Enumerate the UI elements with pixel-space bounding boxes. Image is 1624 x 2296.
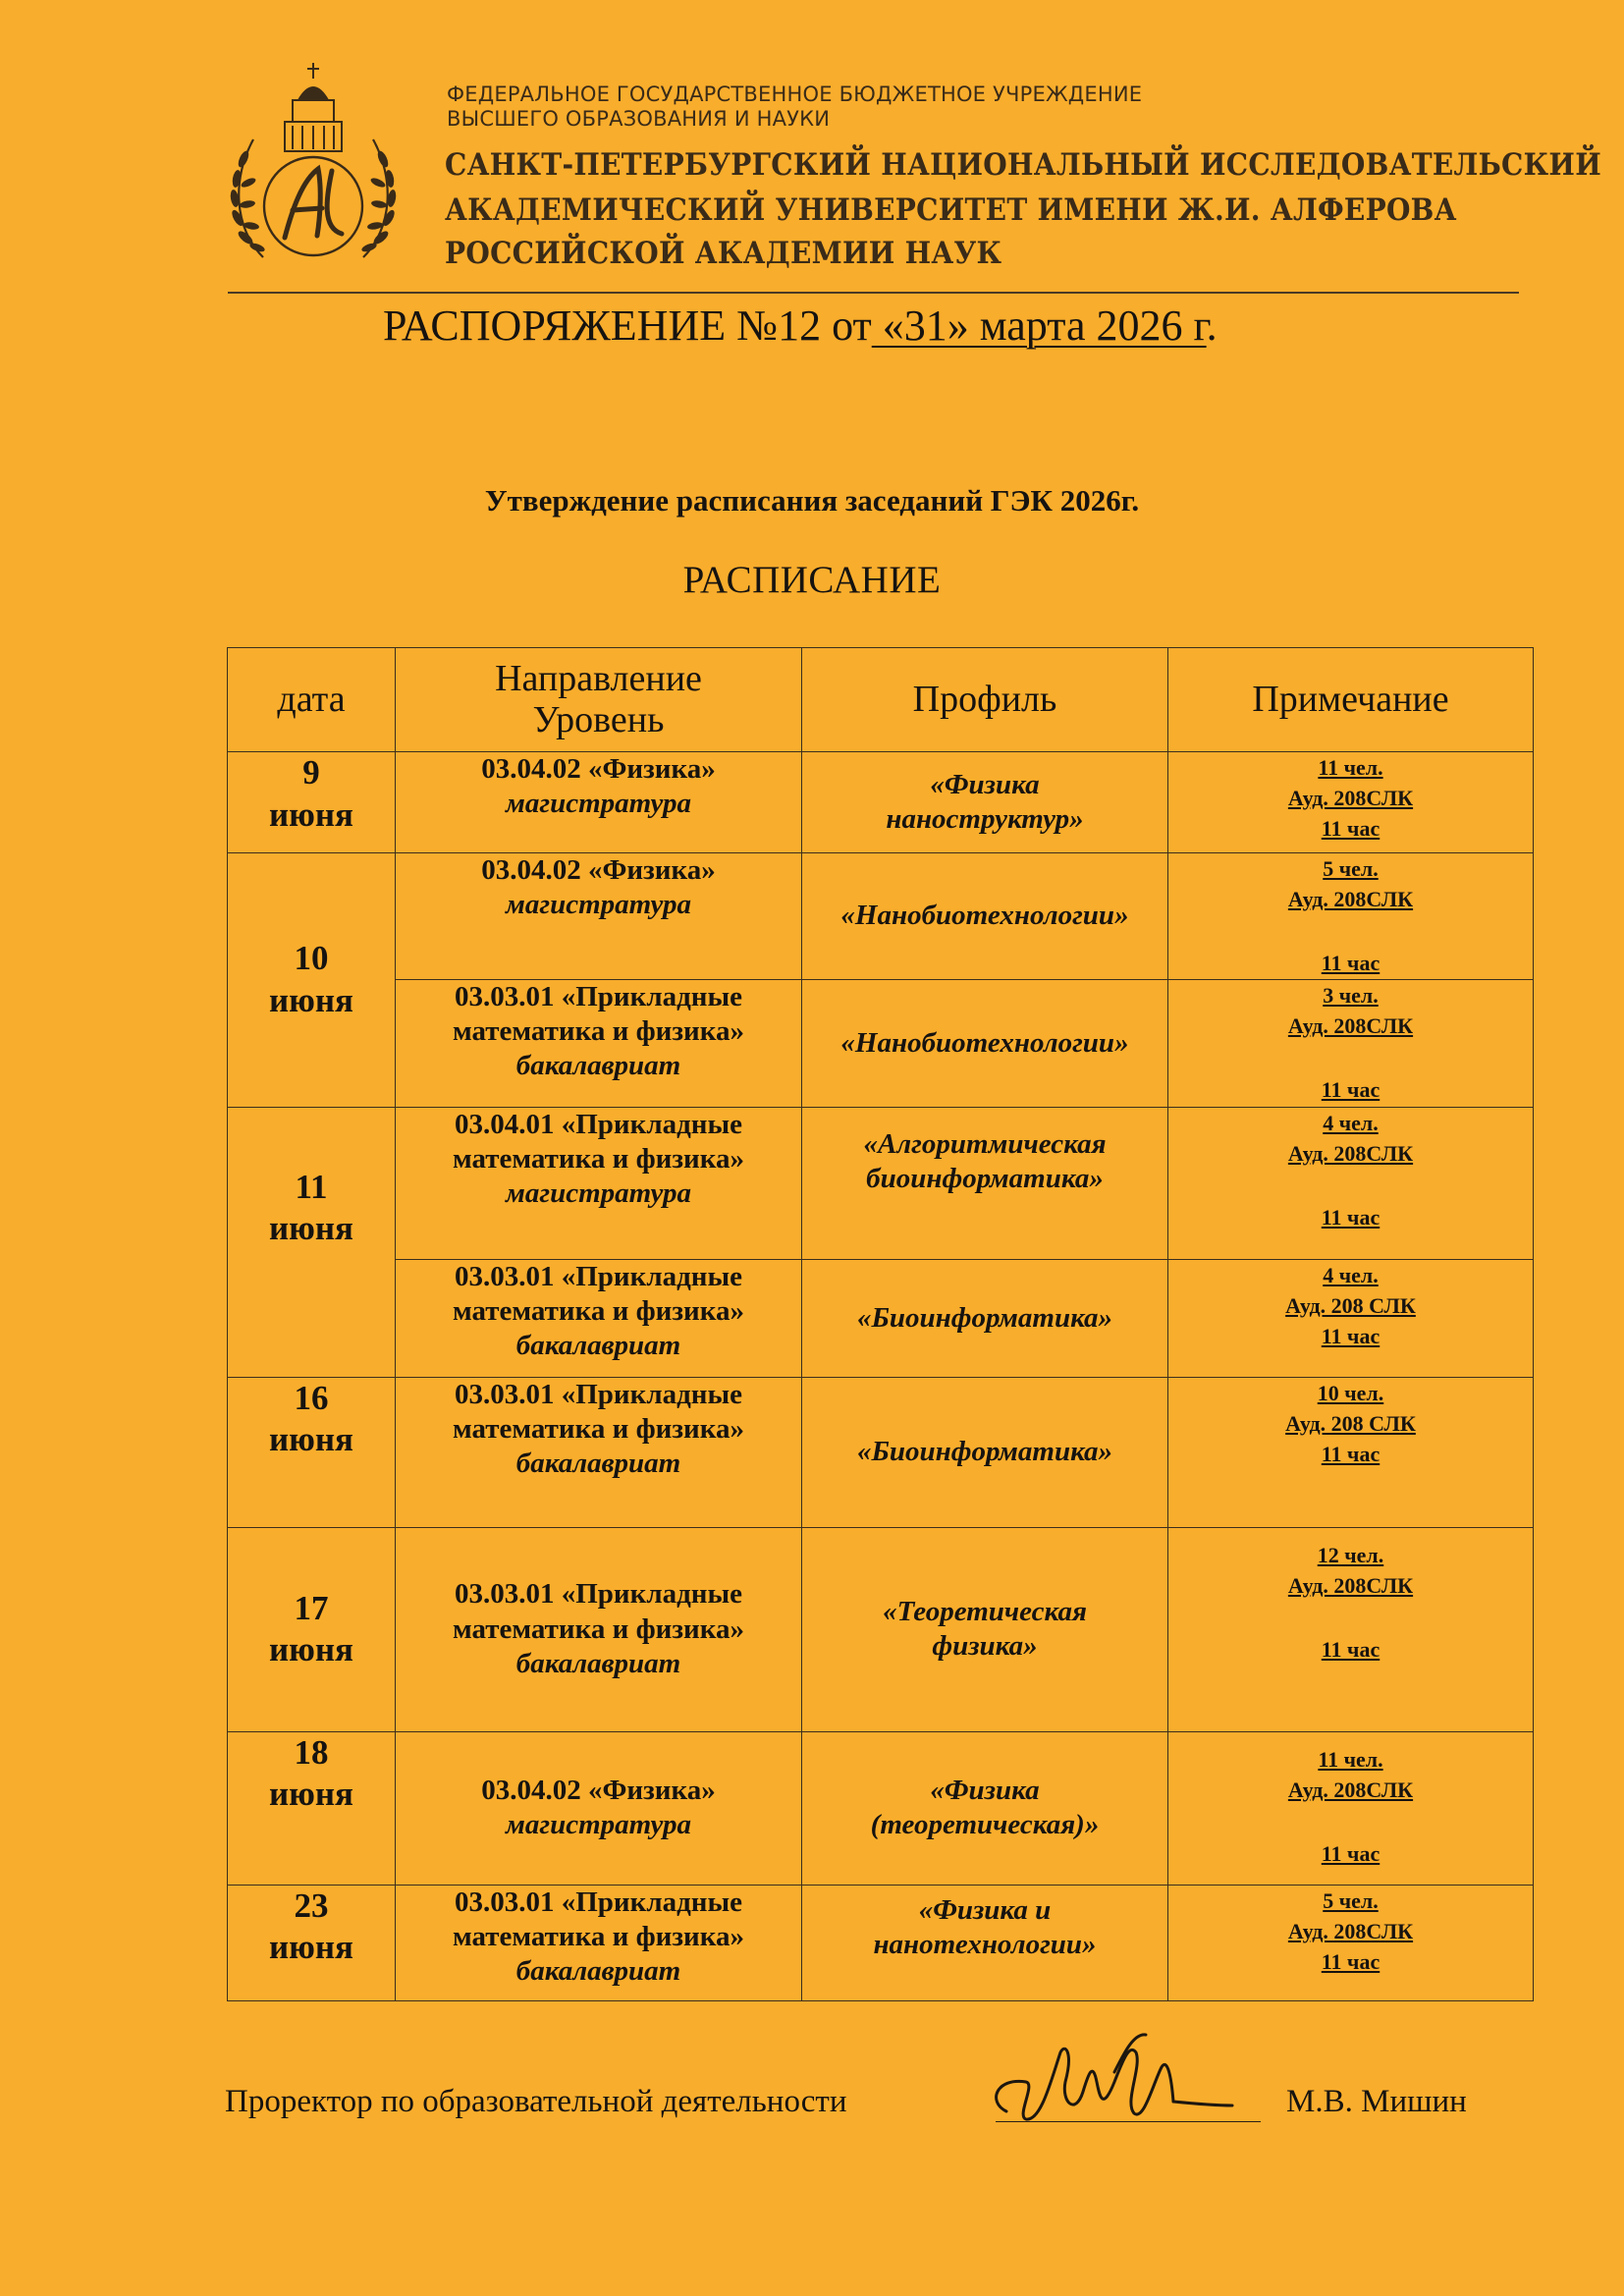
direction-level: магистратура xyxy=(506,1809,691,1841)
direction-cell xyxy=(396,1107,802,1259)
direction-code-line-1: 03.03.01 «Прикладные xyxy=(454,1578,743,1611)
direction-level: бакалавриат xyxy=(515,1448,681,1480)
note-room: Ауд. 208СЛК xyxy=(1287,1777,1414,1802)
note-time: 11 час xyxy=(1321,1077,1380,1103)
direction-cell xyxy=(396,853,802,980)
profile-line-1: «Алгоритмическая xyxy=(863,1127,1107,1160)
direction-cell xyxy=(396,1731,802,1885)
signatory-role: Проректор по образовательной деятельности xyxy=(225,2084,847,2119)
note-time: 11 час xyxy=(1321,951,1380,976)
header-direction-line-1: Направление xyxy=(495,657,702,699)
profile-cell xyxy=(802,1731,1168,1885)
note-cell xyxy=(1168,853,1534,980)
profile-line-1: «Физика xyxy=(930,768,1040,800)
table-row xyxy=(228,1885,1534,2000)
date-month: июня xyxy=(268,1928,353,1967)
direction-level: бакалавриат xyxy=(515,1330,681,1362)
note-count: 3 чел. xyxy=(1323,982,1379,1008)
date-month: июня xyxy=(268,1420,353,1459)
profile-cell: «Биоинформатика» xyxy=(802,1377,1168,1527)
note-count: 11 чел. xyxy=(1318,755,1383,780)
table-row xyxy=(228,1527,1534,1731)
direction-level: бакалавриат xyxy=(515,1050,681,1082)
direction-code-line-2: математика и физика» xyxy=(452,1613,745,1645)
note-room: Ауд. 208СЛК xyxy=(1287,1012,1414,1038)
direction-level: бакалавриат xyxy=(515,1955,681,1988)
letterhead-line-1: ФЕДЕРАЛЬНОЕ ГОСУДАРСТВЕННОЕ БЮДЖЕТНОЕ УЧРЕЖДЕНИЕ xyxy=(447,82,1143,106)
note-room: Ауд. 208СЛК xyxy=(1287,786,1414,811)
direction-cell xyxy=(396,1527,802,1731)
date-cell xyxy=(228,1377,396,1527)
note-count: 5 чел. xyxy=(1323,1887,1379,1913)
profile-line-2: нанотехнологии» xyxy=(873,1929,1097,1961)
date-day: 18 xyxy=(294,1732,329,1772)
handwritten-signature-icon xyxy=(967,2023,1242,2141)
profile-cell: «Нанобиотехнологии» xyxy=(802,979,1168,1107)
date-cell xyxy=(228,1731,396,1885)
note-cell xyxy=(1168,979,1534,1107)
table-row xyxy=(228,1259,1534,1377)
direction-code-line-2: математика и физика» xyxy=(452,1015,745,1048)
note-cell xyxy=(1168,1107,1534,1259)
header-profile: Профиль xyxy=(802,648,1168,752)
direction-level: магистратура xyxy=(506,788,691,820)
header-direction-line-2: Уровень xyxy=(532,698,665,740)
header-direction xyxy=(396,648,802,752)
profile-line-2: (теоретическая)» xyxy=(870,1809,1100,1841)
direction-cell xyxy=(396,752,802,853)
direction-code-line-1: 03.03.01 «Прикладные xyxy=(454,1378,743,1410)
note-time: 11 час xyxy=(1321,1841,1380,1867)
direction-level: бакалавриат xyxy=(515,1647,681,1679)
direction-cell xyxy=(396,1885,802,2000)
date-day: 9 xyxy=(302,753,320,792)
note-room: Ауд. 208 СЛК xyxy=(1285,1292,1416,1318)
note-time: 11 час xyxy=(1321,1324,1380,1349)
direction-code-line-2: математика и физика» xyxy=(452,1143,745,1175)
date-month: июня xyxy=(268,1630,353,1669)
table-row xyxy=(228,1107,1534,1259)
schedule-heading: РАСПИСАНИЕ xyxy=(682,559,942,601)
direction-code-line-2: математика и физика» xyxy=(452,1921,745,1953)
note-room: Ауд. 208СЛК xyxy=(1287,1572,1414,1598)
date-month: июня xyxy=(268,794,353,834)
note-time: 11 час xyxy=(1321,1637,1380,1663)
note-cell xyxy=(1168,1377,1534,1527)
direction-code-line-2: математика и физика» xyxy=(452,1413,745,1446)
note-cell xyxy=(1168,752,1534,853)
university-name-line-1: САНКТ-ПЕТЕРБУРГСКИЙ НАЦИОНАЛЬНЫЙ ИССЛЕДОВАТЕЛЬСКИЙ xyxy=(445,147,1601,183)
note-count: 4 чел. xyxy=(1323,1262,1379,1287)
date-cell xyxy=(228,1107,396,1377)
table-row xyxy=(228,752,1534,853)
table-row xyxy=(228,979,1534,1107)
note-cell xyxy=(1168,1731,1534,1885)
date-cell xyxy=(228,1885,396,2000)
date-day: 10 xyxy=(294,939,329,978)
direction-cell xyxy=(396,1377,802,1527)
date-cell xyxy=(228,752,396,853)
direction-code: 03.04.02 «Физика» xyxy=(481,854,716,886)
note-count: 5 чел. xyxy=(1323,856,1379,881)
profile-line-2: физика» xyxy=(932,1630,1038,1663)
note-room: Ауд. 208СЛК xyxy=(1287,1918,1414,1943)
note-cell xyxy=(1168,1885,1534,2000)
order-prefix: РАСПОРЯЖЕНИЕ №12 от xyxy=(383,301,872,350)
profile-line-2: наноструктур» xyxy=(886,803,1084,835)
date-month: июня xyxy=(268,1775,353,1814)
order-subject: Утверждение расписания заседаний ГЭК 2026г. xyxy=(484,483,1140,518)
university-name-line-2: АКАДЕМИЧЕСКИЙ УНИВЕРСИТЕТ ИМЕНИ Ж.И. АЛФЕРОВА xyxy=(445,192,1457,228)
date-day: 23 xyxy=(294,1886,329,1925)
note-time: 11 час xyxy=(1321,1442,1380,1467)
date-day: 17 xyxy=(294,1588,329,1627)
direction-cell xyxy=(396,979,802,1107)
direction-code-line-1: 03.04.01 «Прикладные xyxy=(454,1108,743,1140)
direction-code: 03.04.02 «Физика» xyxy=(481,753,716,785)
university-emblem-icon xyxy=(224,61,403,279)
profile-cell xyxy=(802,1107,1168,1259)
order-title xyxy=(383,301,1218,351)
note-room: Ауд. 208 СЛК xyxy=(1285,1410,1416,1436)
note-count: 12 чел. xyxy=(1317,1542,1384,1567)
order-suffix: . xyxy=(1206,301,1218,350)
header-note: Примечание xyxy=(1168,648,1534,752)
date-cell xyxy=(228,1527,396,1731)
note-count: 11 чел. xyxy=(1318,1746,1383,1772)
table-row xyxy=(228,853,1534,980)
direction-code-line-1: 03.03.01 «Прикладные xyxy=(454,980,743,1012)
profile-line-2: биоинформатика» xyxy=(866,1163,1104,1195)
table-row xyxy=(228,1731,1534,1885)
note-time: 11 час xyxy=(1321,1205,1380,1230)
note-time: 11 час xyxy=(1321,1949,1380,1975)
profile-cell xyxy=(802,1885,1168,2000)
direction-code: 03.04.02 «Физика» xyxy=(481,1774,716,1806)
date-day: 16 xyxy=(294,1378,329,1417)
date-month: июня xyxy=(268,980,353,1019)
note-cell xyxy=(1168,1527,1534,1731)
date-cell xyxy=(228,853,396,1108)
schedule-table xyxy=(227,647,1534,2001)
note-room: Ауд. 208СЛК xyxy=(1287,1140,1414,1166)
profile-cell xyxy=(802,752,1168,853)
direction-code-line-1: 03.03.01 «Прикладные xyxy=(454,1886,743,1918)
profile-cell: «Нанобиотехнологии» xyxy=(802,853,1168,980)
letterhead-divider xyxy=(228,292,1519,294)
profile-line-1: «Теоретическая xyxy=(883,1595,1087,1627)
header-date: дата xyxy=(228,648,396,752)
profile-cell xyxy=(802,1527,1168,1731)
profile-line-1: «Физика и xyxy=(918,1893,1052,1926)
table-row xyxy=(228,1377,1534,1527)
profile-line-1: «Физика xyxy=(930,1774,1040,1806)
order-date: «31» марта 2026 г xyxy=(871,301,1207,350)
direction-code-line-2: математика и физика» xyxy=(452,1295,745,1328)
date-day: 11 xyxy=(295,1167,328,1206)
direction-code-line-1: 03.03.01 «Прикладные xyxy=(454,1260,743,1292)
note-time: 11 час xyxy=(1321,816,1380,842)
direction-level: магистратура xyxy=(506,1177,691,1210)
direction-cell xyxy=(396,1259,802,1377)
note-count: 10 чел. xyxy=(1317,1380,1384,1405)
letterhead-line-2: ВЫСШЕГО ОБРАЗОВАНИЯ И НАУКИ xyxy=(447,107,831,131)
table-header-row xyxy=(228,648,1534,752)
note-cell xyxy=(1168,1259,1534,1377)
signatory-name: М.В. Мишин xyxy=(1286,2084,1467,2119)
direction-level: магистратура xyxy=(506,889,691,921)
note-count: 4 чел. xyxy=(1323,1110,1379,1135)
date-month: июня xyxy=(268,1209,353,1248)
university-name-line-3: РОССИЙСКОЙ АКАДЕМИИ НАУК xyxy=(445,236,1002,271)
note-room: Ауд. 208СЛК xyxy=(1287,887,1414,912)
profile-cell: «Биоинформатика» xyxy=(802,1259,1168,1377)
